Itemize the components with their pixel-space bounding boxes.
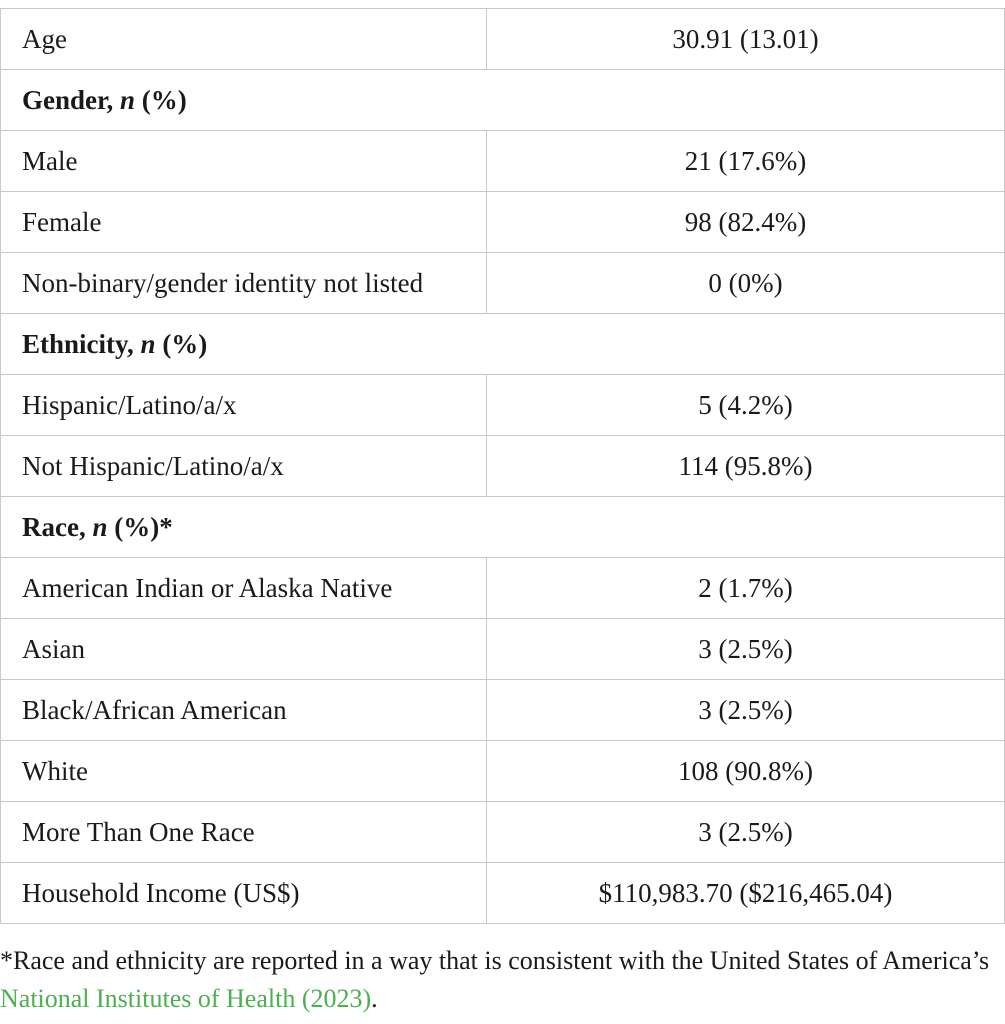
section-heading-tail: (%)* bbox=[114, 512, 173, 542]
table-row-income bbox=[1, 863, 1005, 924]
row-value: 30.91 (13.01) bbox=[487, 9, 1005, 70]
demographics-table bbox=[0, 8, 1005, 924]
row-value: 114 (95.8%) bbox=[487, 436, 1005, 497]
section-heading-text: Ethnicity, bbox=[22, 329, 134, 359]
row-value: 2 (1.7%) bbox=[487, 558, 1005, 619]
section-header-ethnicity bbox=[1, 314, 1005, 375]
section-heading bbox=[1, 70, 1005, 131]
section-header-gender bbox=[1, 70, 1005, 131]
row-value: 108 (90.8%) bbox=[487, 741, 1005, 802]
table-row bbox=[1, 680, 1005, 741]
row-label: Black/African American bbox=[1, 680, 487, 741]
table-row bbox=[1, 619, 1005, 680]
table-row bbox=[1, 741, 1005, 802]
table-row bbox=[1, 802, 1005, 863]
row-label: Age bbox=[1, 9, 487, 70]
section-header-race bbox=[1, 497, 1005, 558]
table-row bbox=[1, 558, 1005, 619]
row-label: Household Income (US$) bbox=[1, 863, 487, 924]
section-heading-n: n bbox=[120, 85, 136, 115]
row-value: 3 (2.5%) bbox=[487, 802, 1005, 863]
row-label: More Than One Race bbox=[1, 802, 487, 863]
section-heading bbox=[1, 314, 1005, 375]
row-label: Not Hispanic/Latino/a/x bbox=[1, 436, 487, 497]
table-row bbox=[1, 253, 1005, 314]
citation-link[interactable]: National Institutes of Health (2023) bbox=[0, 984, 372, 1013]
section-heading-n: n bbox=[140, 329, 156, 359]
row-value: 3 (2.5%) bbox=[487, 680, 1005, 741]
table-row bbox=[1, 131, 1005, 192]
row-label: Hispanic/Latino/a/x bbox=[1, 375, 487, 436]
row-value: 3 (2.5%) bbox=[487, 619, 1005, 680]
table-row bbox=[1, 375, 1005, 436]
table-row bbox=[1, 436, 1005, 497]
table-row-age bbox=[1, 9, 1005, 70]
section-heading-tail: (%) bbox=[162, 329, 208, 359]
row-value: 5 (4.2%) bbox=[487, 375, 1005, 436]
row-label: American Indian or Alaska Native bbox=[1, 558, 487, 619]
table-footnote bbox=[0, 942, 1005, 1018]
section-heading-text: Race, bbox=[22, 512, 86, 542]
footnote-period: . bbox=[371, 984, 378, 1013]
row-value: 0 (0%) bbox=[487, 253, 1005, 314]
demographics-table-container bbox=[0, 8, 1005, 924]
row-value: 98 (82.4%) bbox=[487, 192, 1005, 253]
section-heading bbox=[1, 497, 1005, 558]
row-label: Male bbox=[1, 131, 487, 192]
row-value: 21 (17.6%) bbox=[487, 131, 1005, 192]
footnote-text: *Race and ethnicity are reported in a way that is consistent with the United States of America’s bbox=[0, 946, 990, 975]
table-row bbox=[1, 192, 1005, 253]
row-label: White bbox=[1, 741, 487, 802]
section-heading-text: Gender, bbox=[22, 85, 114, 115]
row-label: Non-binary/gender identity not listed bbox=[1, 253, 487, 314]
section-heading-tail: (%) bbox=[141, 85, 187, 115]
section-heading-n: n bbox=[92, 512, 108, 542]
row-label: Asian bbox=[1, 619, 487, 680]
row-label: Female bbox=[1, 192, 487, 253]
row-value: $110,983.70 ($216,465.04) bbox=[487, 863, 1005, 924]
